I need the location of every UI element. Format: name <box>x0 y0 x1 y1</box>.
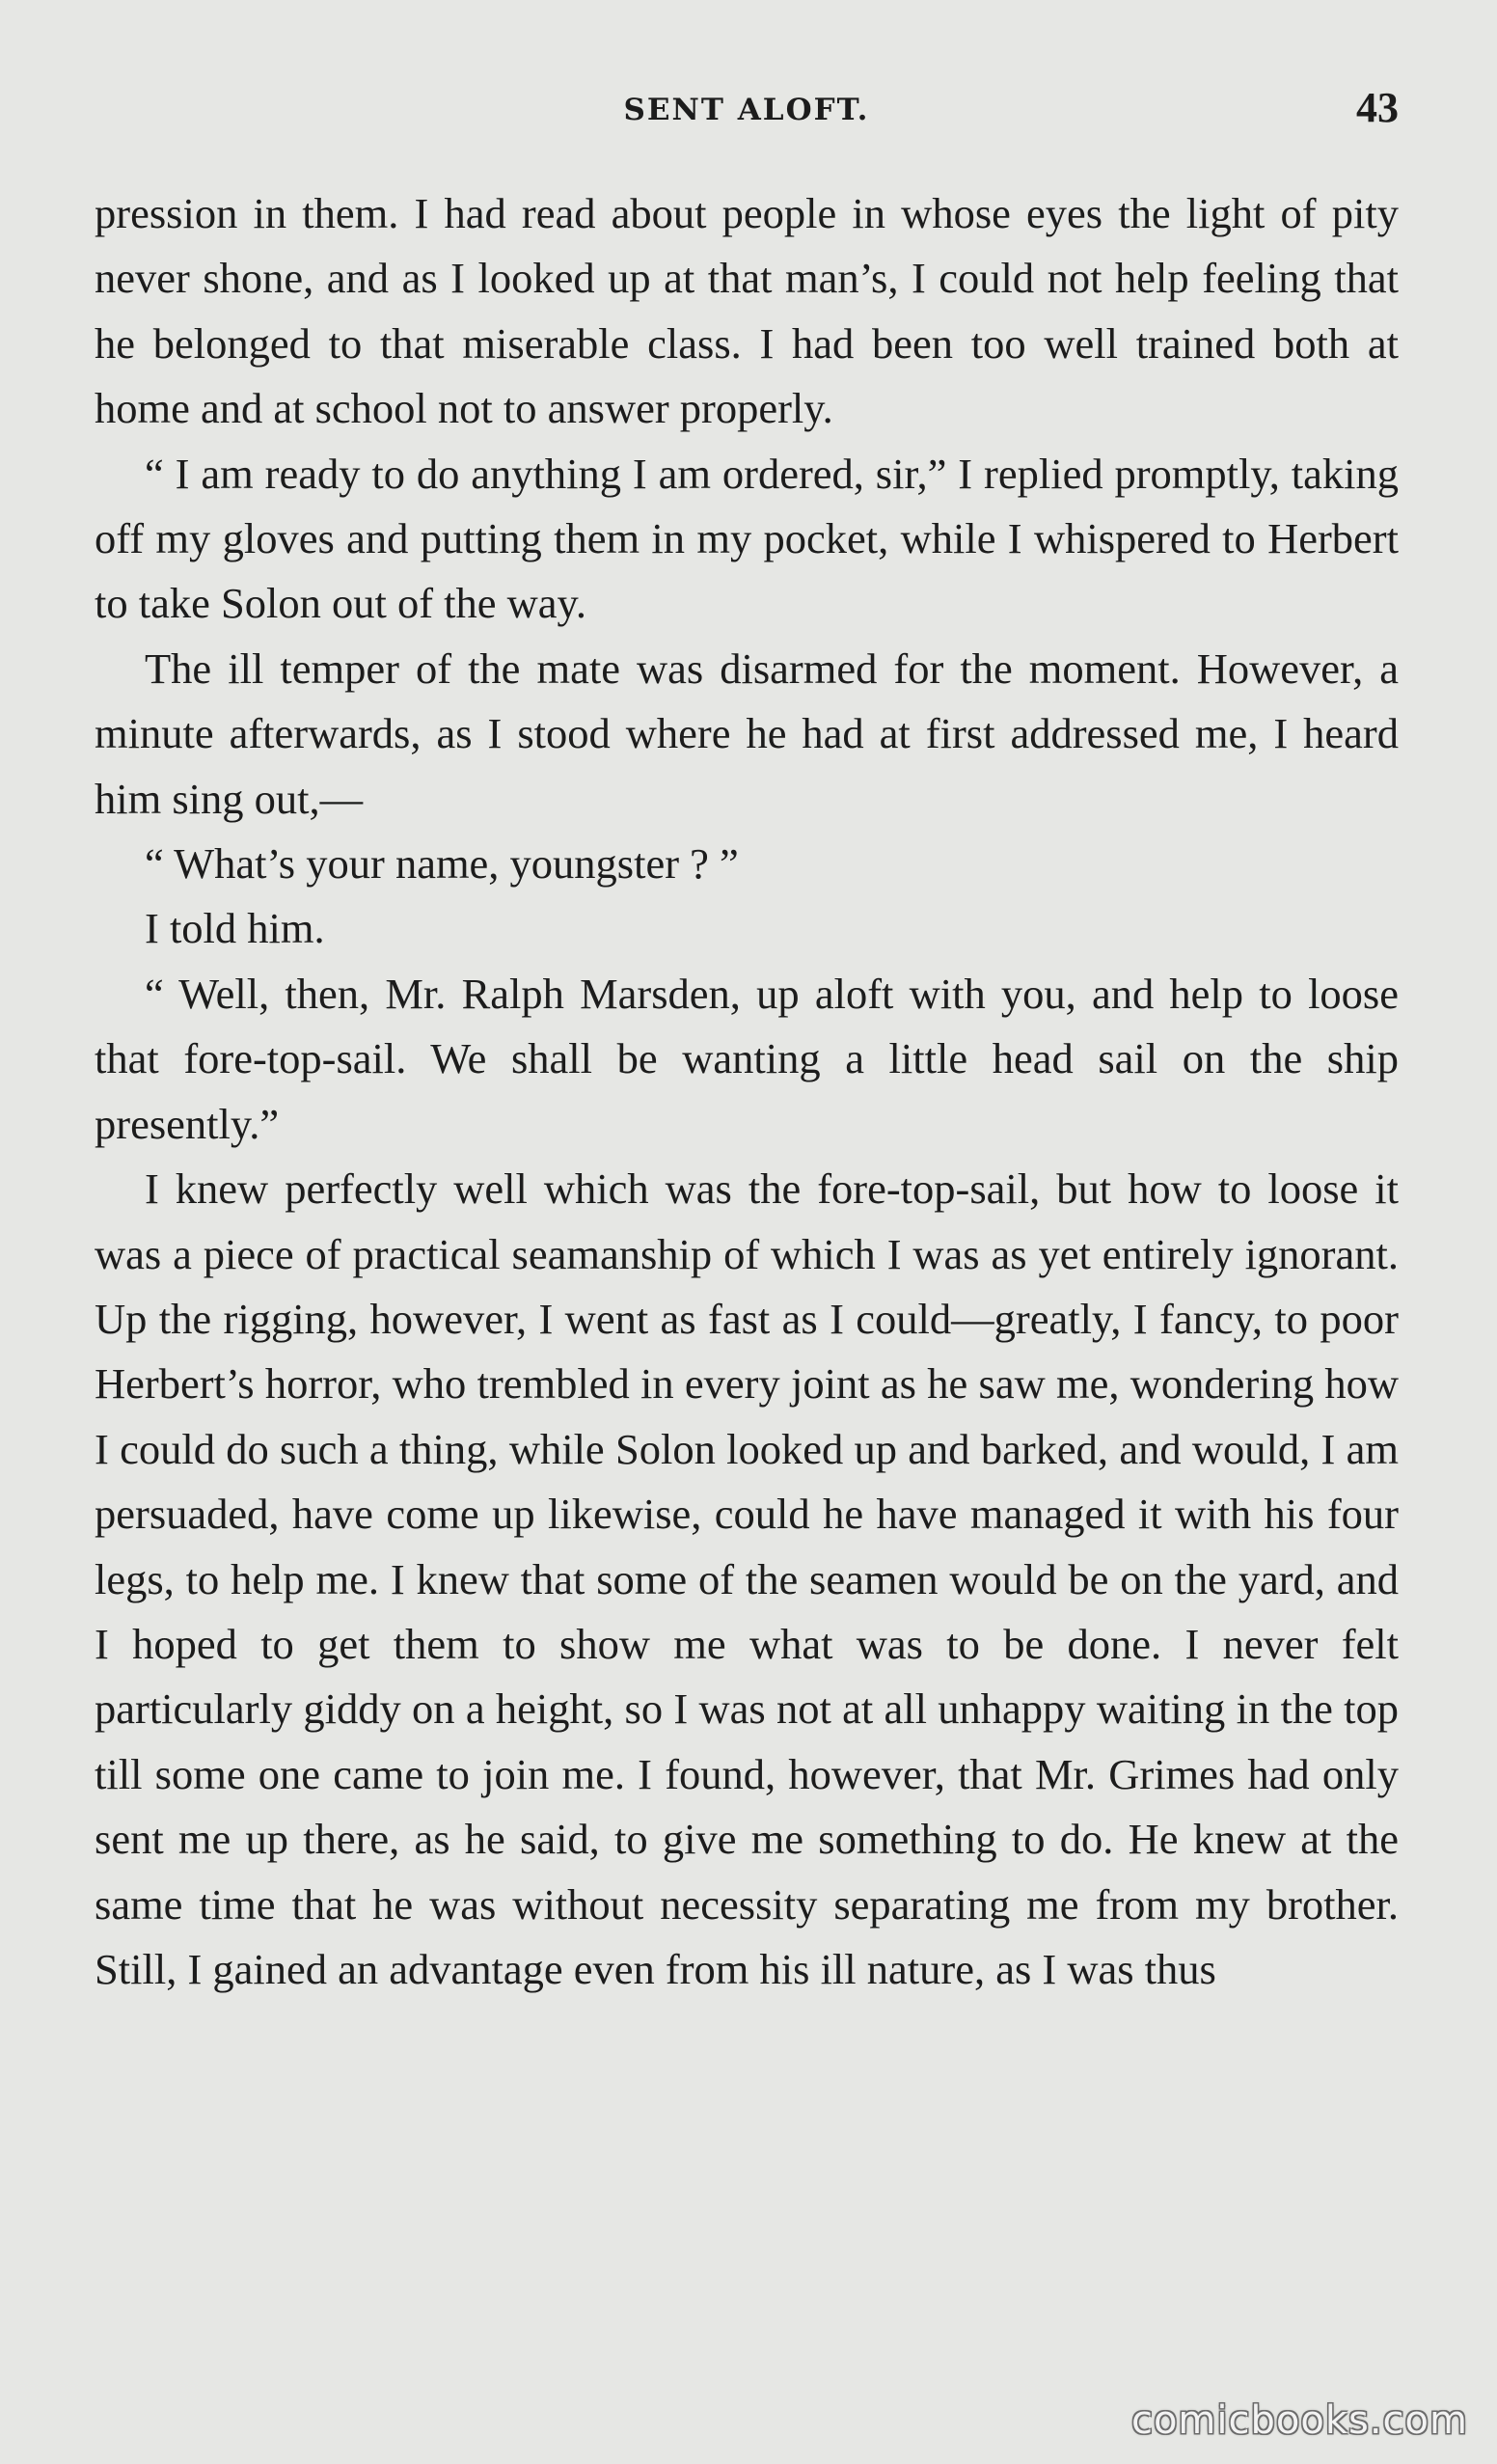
paragraph-3: The ill temper of the mate was disarmed for the moment. However, a minute afterwards, as I stood where he had at first addressed me, I heard him sing out,— <box>95 643 1399 823</box>
paragraph-1: pression in them. I had read about people in whose eyes the light of pity never shone, and as I looked up at that man’s, I could not help feeling that he belonged to that miserable class. I had been too well trained both at home and at school not to answer properly. <box>95 189 1399 433</box>
body-text <box>95 181 1399 2002</box>
running-head <box>95 83 1399 141</box>
paragraph-7: I knew perfectly well which was the fore-top-sail, but how to loose it was a piece of practical seamanship of which I was as yet entirely ignorant. Up the rigging, however, I went as fast as I could—greatly, I fancy, to poor Herbert’s horror, who trembled in every joint as he saw me, wondering how I could do such a thing, while Solon looked up and barked, and would, I am persuaded, have come up likewise, could he have managed it with his four legs, to help me. I knew that some of the seamen would be on the yard, and I hoped to get them to show me what was to be done. I never felt particularly giddy on a height, so I was not at all unhappy waiting in the top till some one came to join me. I found, however, that Mr. Grimes had only sent me up there, as he said, to give me something to do. He knew at the same time that he was without necessity separating me from my brother. Still, I gained an advantage even from his ill nature, as I was thus <box>95 1164 1399 1993</box>
paragraph-2: “ I am ready to do anything I am ordered, sir,” I replied promptly, taking off my gloves and putting them in my pocket, while I whispered to Herbert to take Solon out of the way. <box>95 449 1399 628</box>
paragraph-6: “ Well, then, Mr. Ralph Marsden, up aloft with you, and help to loose that fore-top-sail. We shall be wanting a little head sail on the ship presently.” <box>95 969 1399 1148</box>
page-number: 43 <box>1356 84 1399 131</box>
paragraph-4: “ What’s your name, youngster ? ” <box>145 839 739 889</box>
running-title: SENT ALOFT. <box>623 93 870 127</box>
watermark: comicbooks.com <box>1130 2398 1468 2443</box>
paragraph-5: I told him. <box>145 904 325 953</box>
